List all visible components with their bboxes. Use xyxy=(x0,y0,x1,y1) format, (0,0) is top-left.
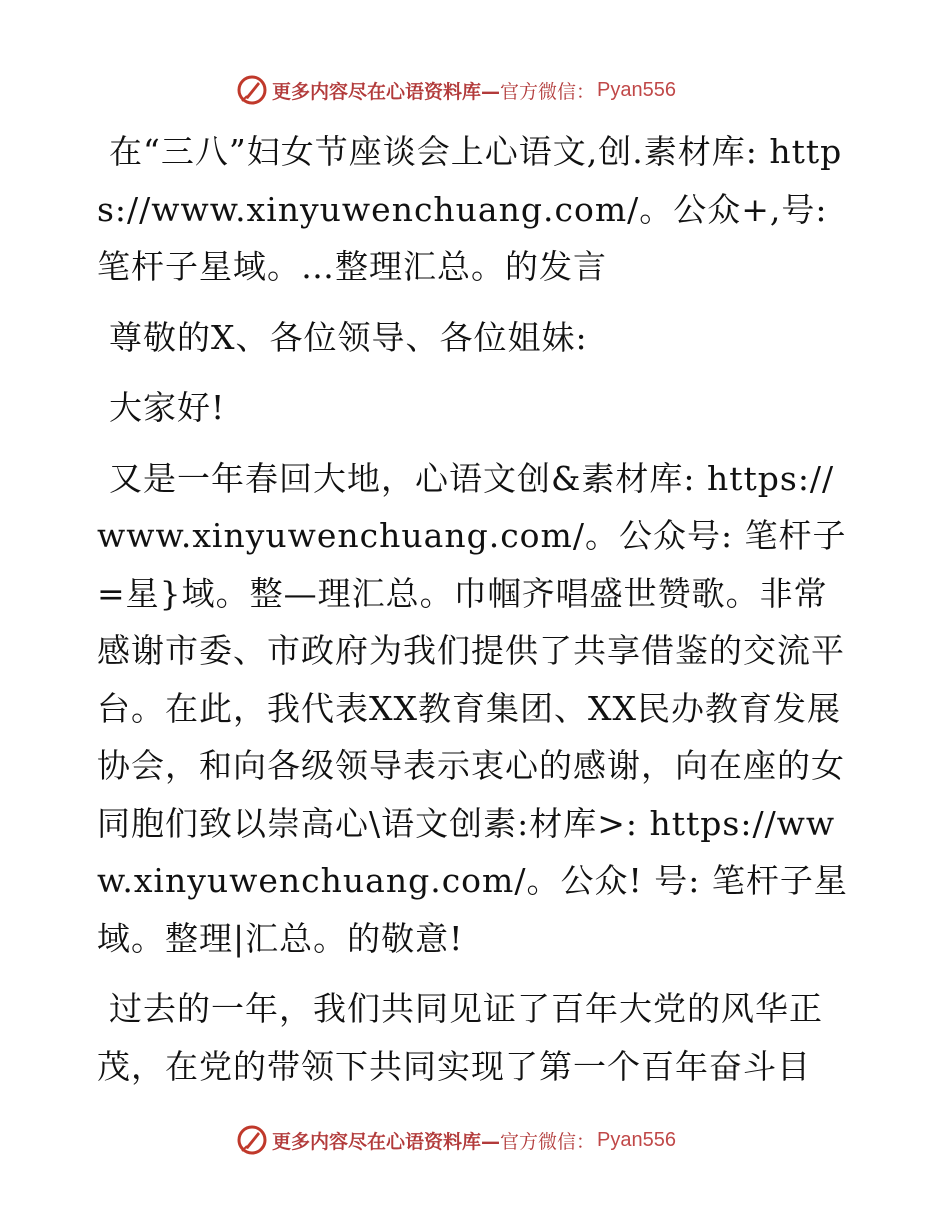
footer-watermark-banner xyxy=(236,1122,756,1158)
paragraph-past-year: 过去的一年，我们共同见证了百年大党的风华正茂，在党的带领下共同实现了第一个百年奋斗目 xyxy=(97,989,823,1086)
document-body xyxy=(97,123,852,1108)
header-watermark-banner xyxy=(236,72,756,108)
banner-wechat-id: Pyan556 xyxy=(597,78,676,101)
paragraph-title: 在“三八”妇女节座谈会上心语文,创.素材库: https://www.xinyuwenchuang.com/。公众+,号: 笔杆子星域。…整理汇总。的发言 xyxy=(97,132,843,286)
quill-logo-icon xyxy=(236,1124,268,1156)
banner-text: 更多内容尽在心语资料库— xyxy=(272,80,501,103)
paragraph-intro: 又是一年春回大地，心语文创&素材库: https://www.xinyuwenchuang.com/。公众号: 笔杆子=星}域。整—理汇总。巾帼齐唱盛世赞歌。非常感谢市委、市政府为我们提供了共享借鉴的交流平台。在此，我代表XX教育集团、XX民办教育发展协会，和向各级领导表示衷心的感谢，向在座的女同胞们致以崇高心\语文创素:材库>: https://www.xinyuwenchuang.com/。公众! 号: 笔杆子星域。整理|汇总。的敬意! xyxy=(97,458,848,958)
quill-logo-icon xyxy=(236,74,268,106)
banner-text: 更多内容尽在心语资料库— xyxy=(272,1130,501,1153)
banner-wechat-label: 官方微信： xyxy=(500,80,596,103)
paragraph-salutation: 尊敬的X、各位领导、各位姐妹: xyxy=(109,317,588,357)
banner-wechat-label: 官方微信： xyxy=(500,1130,596,1153)
paragraph-greeting: 大家好! xyxy=(109,388,226,427)
banner-wechat-id: Pyan556 xyxy=(597,1128,676,1151)
